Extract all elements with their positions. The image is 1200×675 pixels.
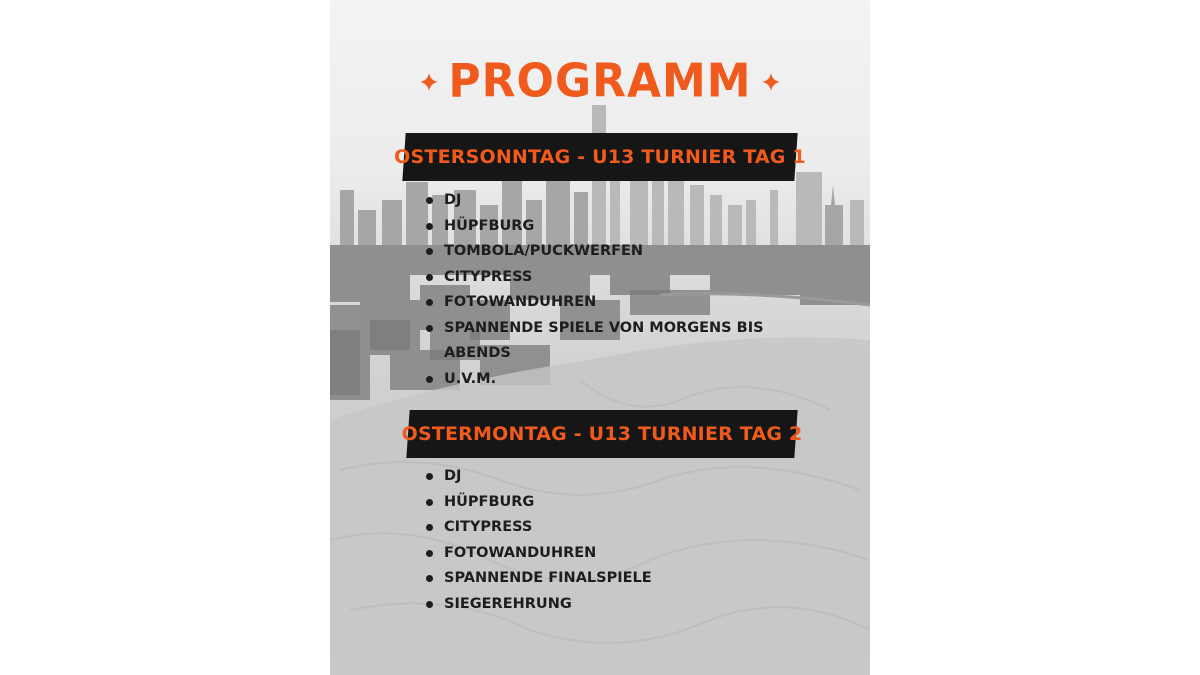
list-item: U.V.M. bbox=[422, 367, 782, 393]
sparkle-icon bbox=[762, 73, 780, 91]
bullet-icon bbox=[426, 473, 433, 480]
sparkle-icon bbox=[420, 73, 438, 91]
list-item: FOTOWANDUHREN bbox=[422, 290, 782, 316]
list-item: SIEGEREHRUNG bbox=[422, 592, 782, 618]
program-poster bbox=[330, 0, 870, 675]
section-heading-label: OSTERSONNTAG - U13 TURNIER TAG 1 bbox=[394, 146, 806, 168]
bullet-icon bbox=[426, 299, 433, 306]
bullet-icon bbox=[426, 376, 433, 383]
bullet-icon bbox=[426, 325, 433, 332]
bullet-icon bbox=[426, 524, 433, 531]
bullet-icon bbox=[426, 601, 433, 608]
bullet-icon bbox=[426, 499, 433, 506]
list-item: HÜPFBURG bbox=[422, 214, 782, 240]
list-item: SPANNENDE SPIELE VON MORGENS BIS ABENDS bbox=[422, 316, 782, 367]
list-item: FOTOWANDUHREN bbox=[422, 541, 782, 567]
list-item: DJ bbox=[422, 188, 782, 214]
title-row bbox=[330, 50, 870, 114]
bullet-icon bbox=[426, 197, 433, 204]
list-item: TOMBOLA/PUCKWERFEN bbox=[422, 239, 782, 265]
bullet-icon bbox=[426, 575, 433, 582]
bullet-icon bbox=[426, 274, 433, 281]
list-item: SPANNENDE FINALSPIELE bbox=[422, 566, 782, 592]
list-item: CITYPRESS bbox=[422, 265, 782, 291]
section-heading-label: OSTERMONTAG - U13 TURNIER TAG 2 bbox=[401, 423, 803, 445]
list-item: CITYPRESS bbox=[422, 515, 782, 541]
page-title: PROGRAMM bbox=[448, 54, 752, 109]
program-list-day-2 bbox=[422, 464, 782, 617]
program-list-day-1 bbox=[422, 188, 782, 392]
bullet-icon bbox=[426, 248, 433, 255]
list-item: DJ bbox=[422, 464, 782, 490]
section-heading-day-2 bbox=[401, 410, 803, 458]
list-item: HÜPFBURG bbox=[422, 490, 782, 516]
bullet-icon bbox=[426, 223, 433, 230]
bullet-icon bbox=[426, 550, 433, 557]
section-heading-day-1 bbox=[394, 133, 806, 181]
